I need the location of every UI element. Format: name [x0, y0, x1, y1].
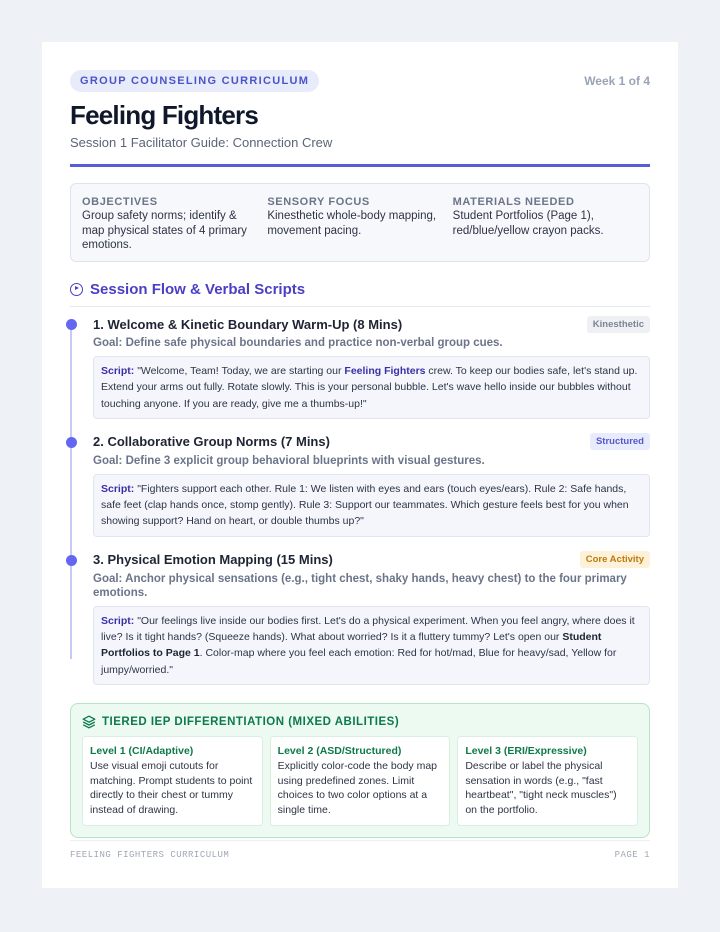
- script-highlight: Feeling Fighters: [344, 365, 426, 377]
- script-text: . Color-map where you feel each emotion: Red for hot/mad, Blue for heavy/sad, Yellow for jumpy/worried.": [101, 647, 617, 676]
- iep-level-3-card: [457, 736, 638, 826]
- script-label: Script:: [101, 482, 135, 495]
- layers-icon: [82, 715, 96, 729]
- script-text: "Fighters support each other. Rule 1: We listen with eyes and ears (touch eyes/ears). Rule 2: Safe hands, safe feet (clap hands once, stomp gently). Rule 3: Support our teammates. Which gesture feels best for you when showing support? Hand on heart, or double thumbs up?": [101, 482, 629, 528]
- footer-curriculum-name: FEELING FIGHTERS CURRICULUM: [70, 850, 230, 860]
- page-footer: [70, 840, 650, 860]
- script-box: [93, 356, 650, 419]
- guide-page: [42, 42, 678, 888]
- sensory-focus-column: [267, 195, 452, 250]
- objectives-heading: OBJECTIVES: [82, 196, 158, 208]
- iep-level-title: Level 1 (CI/Adaptive): [90, 744, 194, 757]
- page-header-row: [70, 70, 650, 92]
- step-tag: Structured: [590, 433, 650, 450]
- footer-page-number: PAGE 1: [614, 850, 650, 860]
- week-indicator: Week 1 of 4: [584, 74, 650, 88]
- session-step-1: [70, 315, 650, 419]
- script-text: "Our feelings live inside our bodies first. Let's do a physical experiment. When you feel angry, where does it live? Is it tight hands? (Squeeze hands). What about worried? Is it a fluttery tummy? Let's open our: [101, 614, 635, 644]
- page-title: Feeling Fighters: [70, 100, 259, 130]
- materials-text: Student Portfolios (Page 1), red/blue/yellow crayon packs.: [452, 210, 604, 237]
- step-tag: Kinesthetic: [587, 316, 650, 333]
- script-label: Script:: [101, 614, 135, 627]
- curriculum-badge: GROUP COUNSELING CURRICULUM: [70, 70, 319, 92]
- session-summary-box: [70, 183, 650, 262]
- iep-level-text: Explicitly color-code the body map using predefined zones. Limit choices to two color options at a single time.: [277, 759, 437, 816]
- step-title: 3. Physical Emotion Mapping (15 Mins): [93, 552, 333, 568]
- timeline-dot: [66, 437, 77, 448]
- session-timeline: [70, 315, 650, 685]
- script-text: crew. To keep our bodies safe, let's stand up. Extend your arms out fully. Rotate slowly. This is your personal bubble. Let's wave hello inside our bubbles without touching anyone. If you are ready, give me a thumbs-up!": [101, 365, 638, 410]
- session-step-2: [70, 433, 650, 537]
- objectives-text: Group safety norms; identify & map physical states of 4 primary emotions.: [82, 210, 247, 251]
- step-goal: Goal: Anchor physical sensations (e.g., tight chest, shaky hands, heavy chest) to the four primary emotions.: [93, 572, 627, 599]
- materials-heading: MATERIALS NEEDED: [452, 196, 575, 208]
- script-box: [93, 606, 650, 685]
- iep-title: TIERED IEP DIFFERENTIATION (MIXED ABILITIES): [102, 715, 400, 728]
- step-header: [93, 551, 650, 569]
- sensory-focus-text: Kinesthetic whole-body mapping, movement pacing.: [267, 210, 437, 237]
- iep-level-title: Level 3 (ERI/Expressive): [465, 744, 587, 757]
- title-divider: [70, 164, 650, 167]
- objectives-column: [82, 195, 267, 250]
- session-flow-title: Session Flow & Verbal Scripts: [90, 280, 306, 298]
- iep-level-title: Level 2 (ASD/Structured): [277, 744, 402, 757]
- script-highlight: Student Portfolios to Page 1: [101, 631, 602, 660]
- sensory-focus-heading: SENSORY FOCUS: [267, 196, 370, 208]
- timeline-dot: [66, 555, 77, 566]
- iep-level-text: Describe or label the physical sensation in words (e.g., "fast heartbeat", "tight neck muscles") on the portfolio.: [465, 759, 617, 816]
- script-label: Script:: [101, 365, 135, 377]
- script-text: "Welcome, Team! Today, we are starting our: [137, 365, 345, 377]
- play-circle-icon: [70, 283, 83, 296]
- iep-level-2-card: [270, 736, 451, 826]
- script-box: [93, 474, 650, 537]
- step-title: 1. Welcome & Kinetic Boundary Warm-Up (8 Mins): [93, 316, 403, 332]
- step-tag: Core Activity: [580, 551, 650, 568]
- step-header: [93, 433, 650, 451]
- session-step-3: [70, 551, 650, 685]
- page-subtitle: Session 1 Facilitator Guide: Connection Crew: [70, 135, 333, 150]
- step-title: 2. Collaborative Group Norms (7 Mins): [93, 434, 330, 450]
- iep-differentiation-box: [70, 703, 650, 838]
- step-header: [93, 315, 650, 333]
- iep-level-text: Use visual emoji cutouts for matching. Prompt students to point directly to their chest or tummy instead of drawing.: [90, 759, 253, 816]
- materials-column: [453, 195, 638, 250]
- section-divider: [70, 306, 650, 307]
- iep-level-1-card: [82, 736, 263, 826]
- step-goal: Goal: Define safe physical boundaries and practice non-verbal group cues.: [93, 337, 503, 349]
- timeline-dot: [66, 319, 77, 330]
- iep-levels: [82, 736, 638, 826]
- iep-header: [82, 713, 638, 731]
- session-flow-header: [70, 278, 650, 300]
- step-goal: Goal: Define 3 explicit group behavioral blueprints with visual gestures.: [93, 454, 485, 467]
